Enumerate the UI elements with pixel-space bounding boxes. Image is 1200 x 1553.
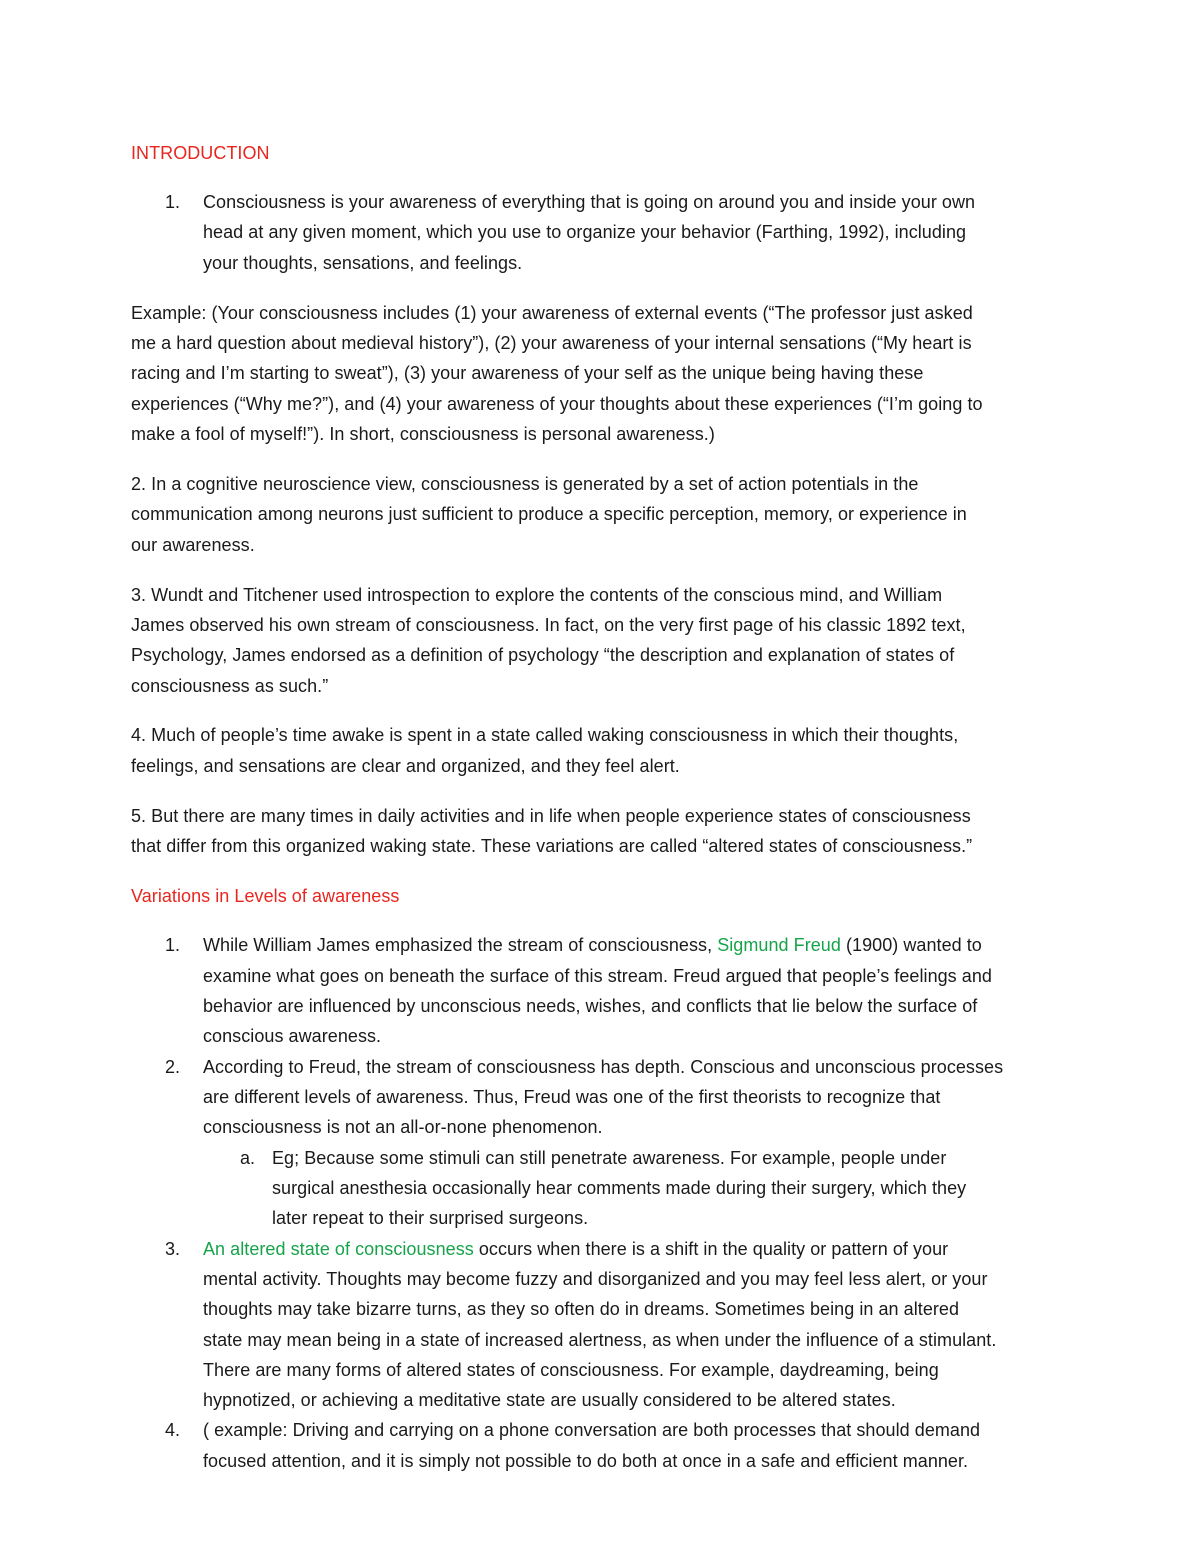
paragraph-line: communication among neurons just sufficient to produce a specific perception, memory, or experience in [131, 504, 967, 524]
list-item-text: Consciousness is your awareness of everything that is going on around you and inside your own [203, 192, 976, 212]
list-item-text: conscious awareness. [203, 1026, 382, 1046]
paragraph-line: racing and I’m starting to sweat”), (3) your awareness of your self as the unique being having these [131, 363, 924, 383]
paragraph-line: consciousness as such.” [131, 676, 329, 696]
paragraph-line: Example: (Your consciousness includes (1) your awareness of external events (“The professor just asked [131, 303, 973, 323]
list-number: 1. [165, 935, 181, 955]
list-item-text: examine what goes on beneath the surface of this stream. Freud argued that people’s feelings and [203, 966, 992, 986]
paragraph-line: our awareness. [131, 535, 255, 555]
sub-list-item-text: later repeat to their surprised surgeons. [272, 1208, 589, 1228]
list-item-text: thoughts may take bizarre turns, as they so often do in dreams. Sometimes being in an altered [203, 1299, 960, 1319]
list-number: 3. [165, 1239, 181, 1259]
sub-list-item-text: surgical anesthesia occasionally hear comments made during their surgery, which they [272, 1178, 967, 1198]
sub-list-letter: a. [240, 1148, 256, 1168]
list-item-text: According to Freud, the stream of consciousness has depth. Conscious and unconscious processes [203, 1057, 1004, 1077]
paragraph-line: experiences (“Why me?”), and (4) your awareness of your thoughts about these experiences (“I’m going to [131, 394, 983, 414]
paragraph-line: 2. In a cognitive neuroscience view, consciousness is generated by a set of action potentials in the [131, 474, 919, 494]
paragraph-line: feelings, and sensations are clear and organized, and they feel alert. [131, 756, 680, 776]
paragraph-line: make a fool of myself!”). In short, consciousness is personal awareness.) [131, 424, 715, 444]
section-heading-introduction: INTRODUCTION [131, 143, 270, 163]
list-item-text: your thoughts, sensations, and feelings. [203, 253, 523, 273]
highlight-altered-state: An altered state of consciousness [203, 1239, 474, 1259]
text-span: While William James emphasized the stream of consciousness, [203, 935, 718, 955]
sub-list-item-text: Eg; Because some stimuli can still penetrate awareness. For example, people under [272, 1148, 947, 1168]
text-span: occurs when there is a shift in the quality or pattern of your [473, 1239, 949, 1259]
list-item-text [203, 1237, 948, 1261]
list-item-text: hypnotized, or achieving a meditative state are usually considered to be altered states. [203, 1390, 896, 1410]
list-item-text: state may mean being in a state of increased alertness, as when under the influence of a stimulant. [203, 1330, 997, 1350]
list-item-text: mental activity. Thoughts may become fuzzy and disorganized and you may feel less alert, or your [203, 1269, 988, 1289]
paragraph-line: 5. But there are many times in daily activities and in life when people experience states of consciousness [131, 806, 971, 826]
paragraph-line: James observed his own stream of consciousness. In fact, on the very first page of his classic 1892 text, [131, 615, 966, 635]
list-item-text: are different levels of awareness. Thus, Freud was one of the first theorists to recognize that [203, 1087, 941, 1107]
paragraph-line: that differ from this organized waking state. These variations are called “altered states of consciousness.” [131, 836, 973, 856]
list-item-text: head at any given moment, which you use to organize your behavior (Farthing, 1992), including [203, 222, 967, 242]
paragraph-line: Psychology, James endorsed as a definition of psychology “the description and explanation of states of [131, 645, 955, 665]
list-number: 2. [165, 1057, 181, 1077]
list-item-text: consciousness is not an all-or-none phenomenon. [203, 1117, 603, 1137]
list-item-text: focused attention, and it is simply not possible to do both at once in a safe and efficient manner. [203, 1451, 969, 1471]
text-span: (1900) wanted to [840, 935, 982, 955]
list-number: 4. [165, 1420, 181, 1440]
paragraph-line: 3. Wundt and Titchener used introspection to explore the contents of the conscious mind, and William [131, 585, 943, 605]
list-item-text: ( example: Driving and carrying on a phone conversation are both processes that should demand [203, 1420, 981, 1440]
list-number: 1. [165, 192, 181, 212]
list-item-text: behavior are influenced by unconscious needs, wishes, and conflicts that lie below the surface of [203, 996, 978, 1016]
paragraph-line: 4. Much of people’s time awake is spent in a state called waking consciousness in which their thoughts, [131, 725, 959, 745]
list-item-text: There are many forms of altered states of consciousness. For example, daydreaming, being [203, 1360, 939, 1380]
list-item-text [203, 933, 982, 957]
highlight-sigmund-freud: Sigmund Freud [717, 935, 841, 955]
paragraph-line: me a hard question about medieval history”), (2) your awareness of your internal sensations (“My heart is [131, 333, 972, 353]
section-heading-variations: Variations in Levels of awareness [131, 886, 400, 906]
